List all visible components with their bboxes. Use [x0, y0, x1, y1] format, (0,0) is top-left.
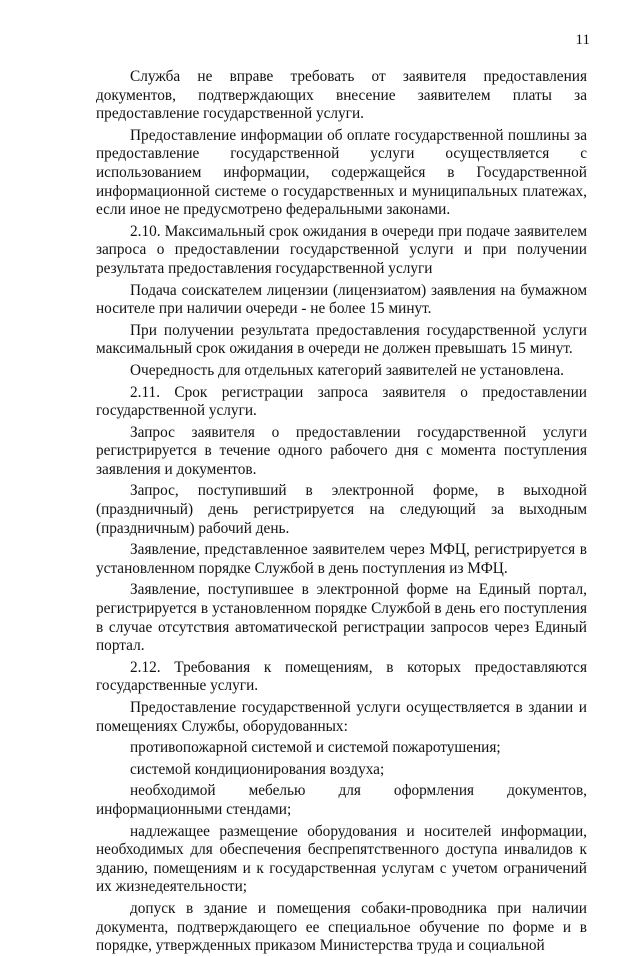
page-number: 11 [575, 32, 590, 48]
paragraph: При получении результата предоставления государственной услуги максимальный срок ожидания в очереди не должен превышать 15 минут. [96, 321, 587, 358]
list-item: допуск в здание и помещения собаки-проводника при наличии документа, подтверждающего ее специальное обучение по форме и в порядке, утвержденных приказом Министерства труда и социальной [96, 899, 587, 955]
paragraph: Предоставление информации об оплате государственной пошлины за предоставление государственной услуги осуществляется с использованием информации, содержащейся в Государственной информационной системе о государственных и муниципальных платежах, если иное не предусмотрено федеральными законами. [96, 126, 587, 219]
paragraph: Запрос, поступивший в электронной форме, в выходной (праздничный) день регистрируется на следующий за выходным (праздничным) рабочий день. [96, 482, 587, 537]
paragraph: Заявление, представленное заявителем через МФЦ, регистрируется в установленном порядке Службой в день поступления из МФЦ. [96, 541, 587, 577]
section-heading-2-10: 2.10. Максимальный срок ожидания в очереди при подаче заявителем запроса о предоставлении государственной услуги и при получении результата предоставления государственной услуги [96, 222, 587, 277]
paragraph: Заявление, поступившее в электронной форме на Единый портал, регистрируется в установленном порядке Службой в день его поступления в случае отсутствия автоматической регистрации запросов через Единый портал. [96, 581, 587, 655]
document-body [96, 68, 587, 956]
list-item: необходимой мебелью для оформления документов, информационными стендами; [96, 782, 587, 818]
section-heading-2-12: 2.12. Требования к помещениям, в которых предоставляются государственные услуги. [96, 658, 587, 695]
section-heading-2-11: 2.11. Срок регистрации запроса заявителя о предоставлении государственной услуги. [96, 383, 587, 420]
list-item: системой кондиционирования воздуха; [130, 760, 385, 778]
paragraph: Запрос заявителя о предоставлении государственной услуги регистрируется в течение одного рабочего дня с момента поступления заявления и документов. [96, 423, 587, 478]
list-item: надлежащее размещение оборудования и носителей информации, необходимых для обеспечения беспрепятственного доступа инвалидов к зданию, помещениям и к государственная услугам с учетом ограничений их жизнедеятельности; [96, 822, 587, 896]
paragraph: Очередность для отдельных категорий заявителей не установлена. [130, 361, 564, 379]
paragraph: Служба не вправе требовать от заявителя предоставления документов, подтверждающих внесение заявителем платы за предоставление государственной услуги. [96, 68, 587, 123]
list-item: противопожарной системой и системой пожаротушения; [130, 739, 501, 757]
paragraph: Подача соискателем лицензии (лицензиатом) заявления на бумажном носителе при наличии очереди - не более 15 минут. [96, 281, 587, 318]
paragraph: Предоставление государственной услуги осуществляется в здании и помещениях Службы, оборудованных: [96, 699, 587, 735]
